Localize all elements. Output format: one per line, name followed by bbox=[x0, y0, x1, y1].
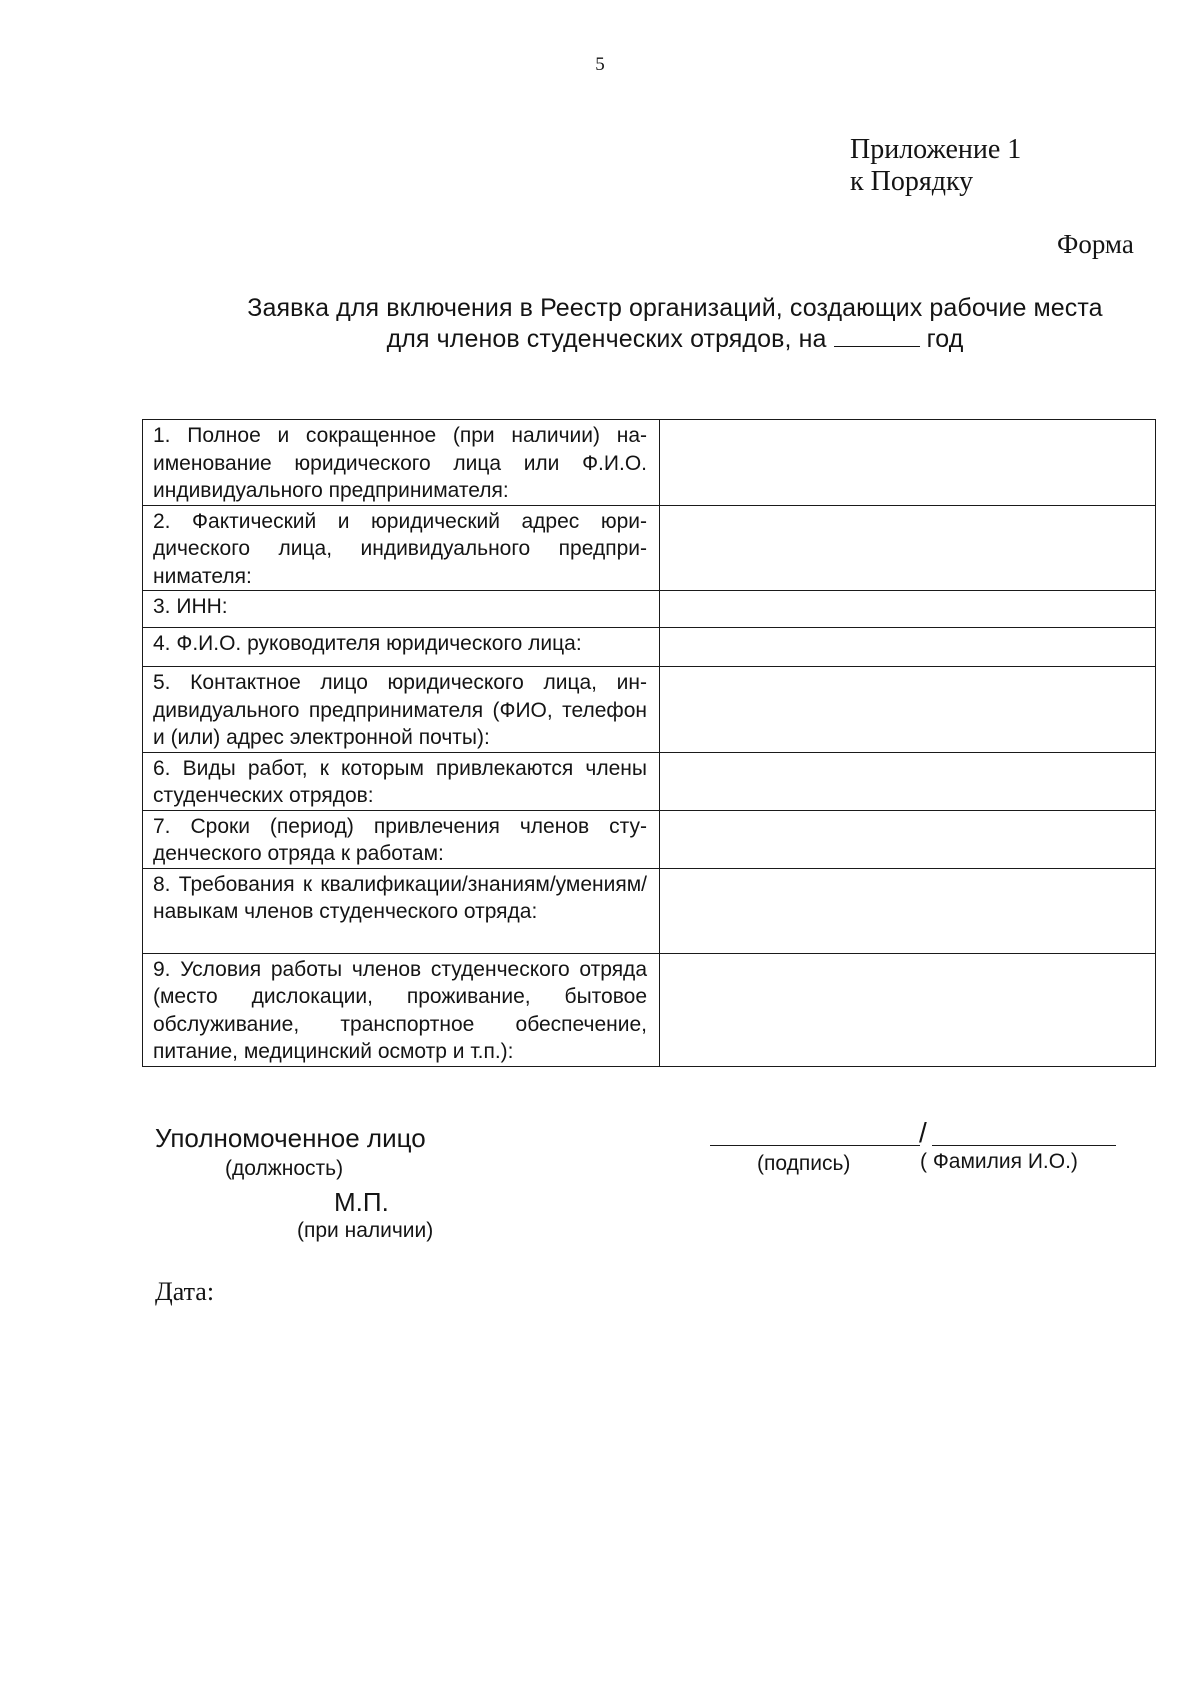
appendix-line-1: Приложение 1 bbox=[850, 134, 1022, 165]
form-row-label: 3. ИНН: bbox=[143, 591, 660, 628]
form-row-5 bbox=[143, 667, 1156, 753]
form-row-label: 9. Условия работы членов студенческого отряда (место дислокации, проживание, бытовое обслуживание, транспортное обеспечение, питание, медицинский осмотр и т.п.): bbox=[143, 953, 660, 1066]
form-row-value-field[interactable] bbox=[660, 810, 1156, 868]
signature-line[interactable] bbox=[710, 1145, 920, 1146]
form-row-value-field[interactable] bbox=[660, 420, 1156, 506]
title-line-2 bbox=[150, 324, 1200, 355]
form-row-8 bbox=[143, 868, 1156, 953]
title-line-2-start: для членов студенческих отрядов, на bbox=[386, 325, 827, 353]
form-row-1 bbox=[143, 420, 1156, 506]
form-row-9 bbox=[143, 953, 1156, 1066]
signature-hint: (подпись) bbox=[757, 1152, 851, 1175]
form-row-3 bbox=[143, 591, 1156, 628]
name-line[interactable] bbox=[932, 1145, 1116, 1146]
seal-label: М.П. bbox=[334, 1187, 389, 1217]
form-row-label: 6. Виды работ, к которым привлекаются члены студенческих отрядов: bbox=[143, 752, 660, 810]
form-row-value-field[interactable] bbox=[660, 752, 1156, 810]
date-label: Дата: bbox=[155, 1277, 215, 1306]
application-form-table bbox=[142, 419, 1156, 1067]
form-row-label: 7. Сроки (период) привлечения членов студенческого отряда к работам: bbox=[143, 810, 660, 868]
form-row-value-field[interactable] bbox=[660, 505, 1156, 591]
signature-separator: / bbox=[919, 1117, 927, 1148]
form-row-value-field[interactable] bbox=[660, 953, 1156, 1066]
form-table-body bbox=[143, 420, 1156, 1067]
appendix-line-2: к Порядку bbox=[850, 166, 974, 197]
form-row-2 bbox=[143, 505, 1156, 591]
form-row-value-field[interactable] bbox=[660, 868, 1156, 953]
form-row-value-field[interactable] bbox=[660, 628, 1156, 667]
form-row-4 bbox=[143, 628, 1156, 667]
form-row-value-field[interactable] bbox=[660, 667, 1156, 753]
form-row-6 bbox=[143, 752, 1156, 810]
authorized-person-label: Уполномоченное лицо bbox=[155, 1123, 426, 1153]
document-title bbox=[150, 293, 1200, 355]
form-row-label: 1. Полное и сокращенное (при наличии) наименование юридического лица или Ф.И.О. индивидуального предпринимателя: bbox=[143, 420, 660, 506]
appendix-reference bbox=[850, 134, 1021, 198]
position-hint: (должность) bbox=[225, 1157, 344, 1180]
title-line-2-end: год bbox=[926, 325, 964, 353]
form-label: Форма bbox=[1057, 229, 1134, 259]
form-row-label: 2. Фактический и юридический адрес юридического лица, индивидуального предпринимателя: bbox=[143, 505, 660, 591]
form-row-value-field[interactable] bbox=[660, 591, 1156, 628]
form-row-label: 5. Контактное лицо юридического лица, индивидуального предпринимателя (ФИО, телефон и (или) адрес электронной почты): bbox=[143, 667, 660, 753]
year-blank-field[interactable] bbox=[834, 326, 920, 347]
form-row-label: 4. Ф.И.О. руководителя юридического лица: bbox=[143, 628, 660, 667]
title-line-1: Заявка для включения в Реестр организаций, создающих рабочие места bbox=[247, 294, 1103, 322]
name-hint: ( Фамилия И.О.) bbox=[920, 1150, 1078, 1173]
form-row-label: 8. Требования к квалификации/знаниям/умениям/навыкам членов студенческого отряда: bbox=[143, 868, 660, 953]
form-row-7 bbox=[143, 810, 1156, 868]
seal-hint: (при наличии) bbox=[297, 1219, 434, 1242]
page-number: 5 bbox=[595, 54, 605, 75]
